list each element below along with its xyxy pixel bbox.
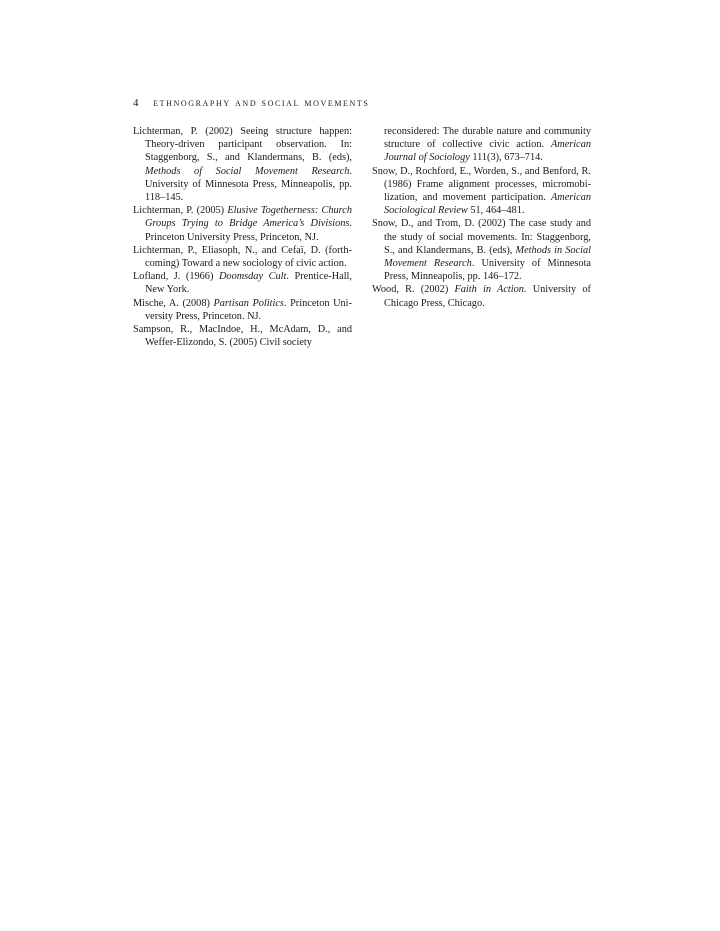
reference-entry-continued: reconsidered: The durable nature and community structure of collective civic action. American Journal of Sociology 111(3), 673–714. [384, 126, 591, 164]
reference-entry: Lichterman, P. (2005) Elusive Togetherness: Church Groups Trying to Bridge America’s Divisions. Princeton University Press, Princeton, NJ. [133, 205, 352, 243]
running-title: ethnography and social movements [153, 97, 370, 109]
reference-entry: Lofland, J. (1966) Doomsday Cult. Prentice-Hall, New York. [133, 271, 352, 296]
reference-entry: Sampson, R., MacIndoe, H., McAdam, D., and Weffer-Elizondo, S. (2005) Civil society [133, 324, 352, 349]
reference-entry: Lichterman, P. (2002) Seeing structure happen: Theory-driven participant observation. In: Staggenborg, S., and Klandermans, B. (eds), Methods of Social Movement Research. University of Minnesota Press, Minneapolis, pp. 118–145. [133, 126, 352, 204]
reference-entry: Mische, A. (2008) Partisan Politics. Princeton University Press, Princeton. NJ. [133, 297, 352, 322]
references-column-right [372, 125, 591, 310]
references-column-left [133, 125, 352, 349]
page-number: 4 [133, 97, 139, 109]
reference-entry: Snow, D., Rochford, E., Worden, S., and Benford, R. (1986) Frame alignment processes, micromobilization, and movement participation. American Sociological Review 51, 464–481. [372, 165, 591, 217]
running-head [133, 97, 369, 109]
reference-entry: Wood, R. (2002) Faith in Action. University of Chicago Press, Chicago. [372, 284, 591, 309]
reference-entry: Lichterman, P., Eliasoph, N., and Cefaï, D. (forthcoming) Toward a new sociology of civic action. [133, 244, 352, 270]
reference-entry: Snow, D., and Trom, D. (2002) The case study and the study of social movements. In: Staggenborg, S., and Klandermans, B. (eds), Methods in Social Movement Research. University of Minnesota Press, Minneapolis, pp. 146–172. [372, 218, 592, 283]
